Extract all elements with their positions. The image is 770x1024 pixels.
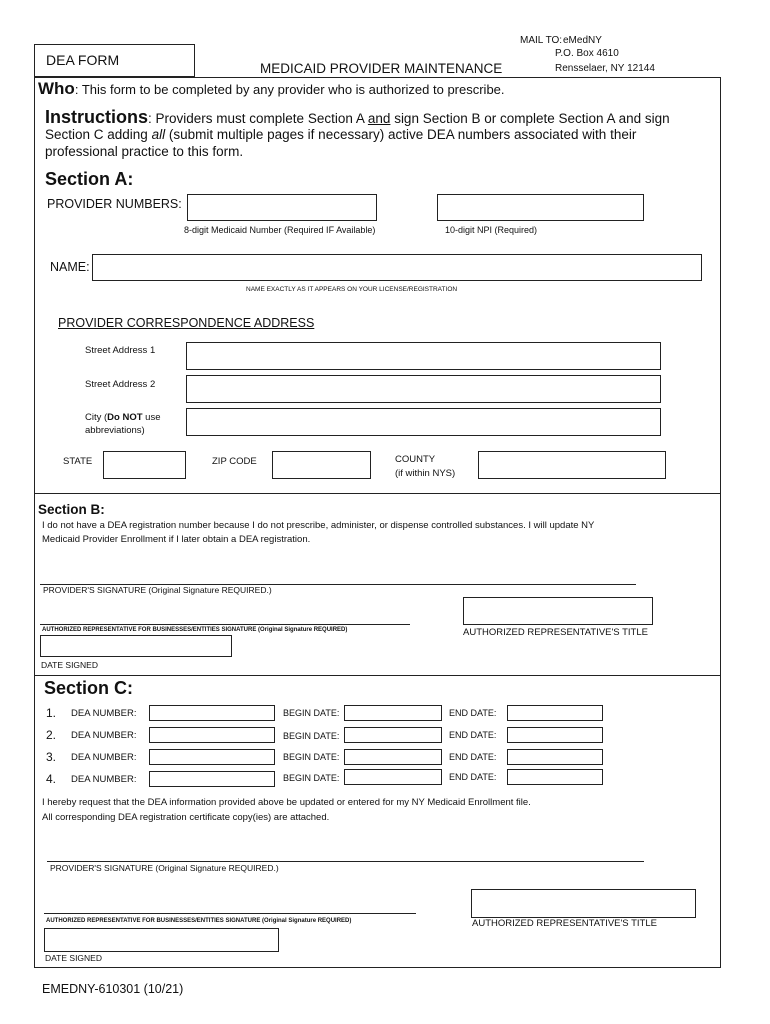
section-c-provider-sig-label: PROVIDER'S SIGNATURE (Original Signature REQUIRED.) [50,863,279,873]
section-c-title-input[interactable] [471,889,696,918]
dea-row-num: 4. [46,772,57,786]
instructions-and: and [367,111,391,126]
begin-date-input[interactable] [344,727,442,743]
mail-to-line2: P.O. Box 4610 [555,48,619,59]
dea-number-label: DEA NUMBER: [71,708,137,719]
street1-input[interactable] [186,342,661,370]
section-c-title: Section C: [44,678,134,698]
dea-row-num: 2. [46,728,57,742]
begin-date-label: BEGIN DATE: [283,752,340,762]
instructions-text-1b: sign Section B or complete Section A and sign [394,111,670,126]
county-note: (if within NYS) [395,468,456,479]
zip-label: ZIP CODE [212,456,257,467]
section-b-text-2: Medicaid Provider Enrollment if I later obtain a DEA registration. [42,534,311,545]
begin-date-label: BEGIN DATE: [283,773,340,783]
city-label-b: use [142,412,161,423]
end-date-label: END DATE: [449,752,497,762]
section-divider-bc [34,675,721,676]
provider-numbers-label: PROVIDER NUMBERS: [47,197,182,211]
end-date-label: END DATE: [449,772,497,782]
instructions-line3: professional practice to this form. [45,144,244,159]
dea-number-label: DEA NUMBER: [71,774,137,785]
section-b-title: Section B: [38,502,105,517]
name-label: NAME: [50,260,90,274]
section-c-request-1: I hereby request that the DEA information provided above be updated or entered for my NY Medicaid Enrollment file. [42,797,531,808]
dea-number-input[interactable] [149,727,275,743]
mail-to-line3: Rensselaer, NY 12144 [555,63,655,74]
instructions-text-2a: Section C adding [45,127,148,142]
form-name: DEA FORM [46,52,120,68]
dea-number-label: DEA NUMBER: [71,730,137,741]
name-input[interactable] [92,254,702,281]
section-b-auth-rep-sig-label: AUTHORIZED REPRESENTATIVE FOR BUSINESSES/ENTITIES SIGNATURE (Original Signature REQUIRED) [42,627,348,633]
street1-label: Street Address 1 [85,345,156,356]
mail-to-name: eMedNY [563,35,602,46]
state-input[interactable] [103,451,186,479]
instructions-all: all [151,127,166,142]
section-b-auth-rep-title-label: AUTHORIZED REPRESENTATIVE'S TITLE [463,627,648,638]
section-c-auth-rep-sig-line[interactable] [44,913,416,914]
npi-input[interactable] [437,194,644,221]
end-date-input[interactable] [507,749,603,765]
who-label: Who [38,79,75,98]
section-b-date-label: DATE SIGNED [41,660,98,670]
form-title: MEDICAID PROVIDER MAINTENANCE [260,61,503,76]
medicaid-number-input[interactable] [187,194,377,221]
section-c-date-input[interactable] [44,928,279,952]
end-date-input[interactable] [507,769,603,785]
dea-row-num: 1. [46,706,57,720]
dea-number-input[interactable] [149,705,275,721]
street2-input[interactable] [186,375,661,403]
instructions-text-1a: : Providers must complete Section A [148,111,365,126]
begin-date-input[interactable] [344,749,442,765]
section-c-auth-rep-title-label: AUTHORIZED REPRESENTATIVE'S TITLE [472,918,657,929]
city-label-line2: abbreviations) [85,425,145,436]
npi-caption: 10-digit NPI (Required) [445,225,538,235]
section-b-date-input[interactable] [40,635,232,657]
zip-input[interactable] [272,451,371,479]
county-input[interactable] [478,451,666,479]
section-divider-ab [34,493,721,494]
section-c-auth-rep-sig-label: AUTHORIZED REPRESENTATIVE FOR BUSINESSES/ENTITIES SIGNATURE (Original Signature REQUIRED) [46,918,352,924]
begin-date-label: BEGIN DATE: [283,708,340,718]
who-text: : This form to be completed by any provider who is authorized to prescribe. [74,82,505,97]
section-b-text-1: I do not have a DEA registration number because I do not prescribe, administer, or dispense controlled substances. I will update NY [42,520,595,531]
county-label: COUNTY [395,454,436,465]
name-caption: NAME EXACTLY AS IT APPEARS ON YOUR LICENSE/REGISTRATION [246,286,458,293]
medicaid-caption: 8-digit Medicaid Number (Required IF Available) [184,225,376,235]
instructions-text-2b: (submit multiple pages if necessary) active DEA numbers associated with their [168,127,637,142]
city-label-bold: Do NOT [107,412,143,423]
begin-date-label: BEGIN DATE: [283,731,340,741]
address-heading: PROVIDER CORRESPONDENCE ADDRESS [58,316,315,330]
end-date-label: END DATE: [449,708,497,718]
end-date-input[interactable] [507,705,603,721]
mail-to-label: MAIL TO: [520,35,563,46]
city-input[interactable] [186,408,661,436]
form-code: EMEDNY-610301 (10/21) [42,982,184,996]
begin-date-input[interactable] [344,705,442,721]
dea-number-input[interactable] [149,749,275,765]
instructions-line1 [45,107,670,128]
section-b-title-input[interactable] [463,597,653,625]
state-label: STATE [63,456,93,467]
section-c-request-2: All corresponding DEA registration certificate copy(ies) are attached. [42,812,330,823]
dea-number-input[interactable] [149,771,275,787]
section-b-provider-sig-label: PROVIDER'S SIGNATURE (Original Signature REQUIRED.) [43,585,272,595]
instructions-label: Instructions [45,107,149,127]
section-b-auth-rep-sig-line[interactable] [40,624,410,625]
section-c-provider-sig-line[interactable] [47,861,644,862]
city-label [85,411,161,437]
instructions-line2 [45,127,636,142]
street2-label: Street Address 2 [85,379,156,390]
section-c-date-label: DATE SIGNED [45,953,102,963]
who-line [38,79,505,99]
end-date-label: END DATE: [449,730,497,740]
begin-date-input[interactable] [344,769,442,785]
dea-number-label: DEA NUMBER: [71,752,137,763]
dea-row-num: 3. [46,750,57,764]
end-date-input[interactable] [507,727,603,743]
section-a-title: Section A: [45,169,134,189]
city-label-a: City ( [85,412,108,423]
